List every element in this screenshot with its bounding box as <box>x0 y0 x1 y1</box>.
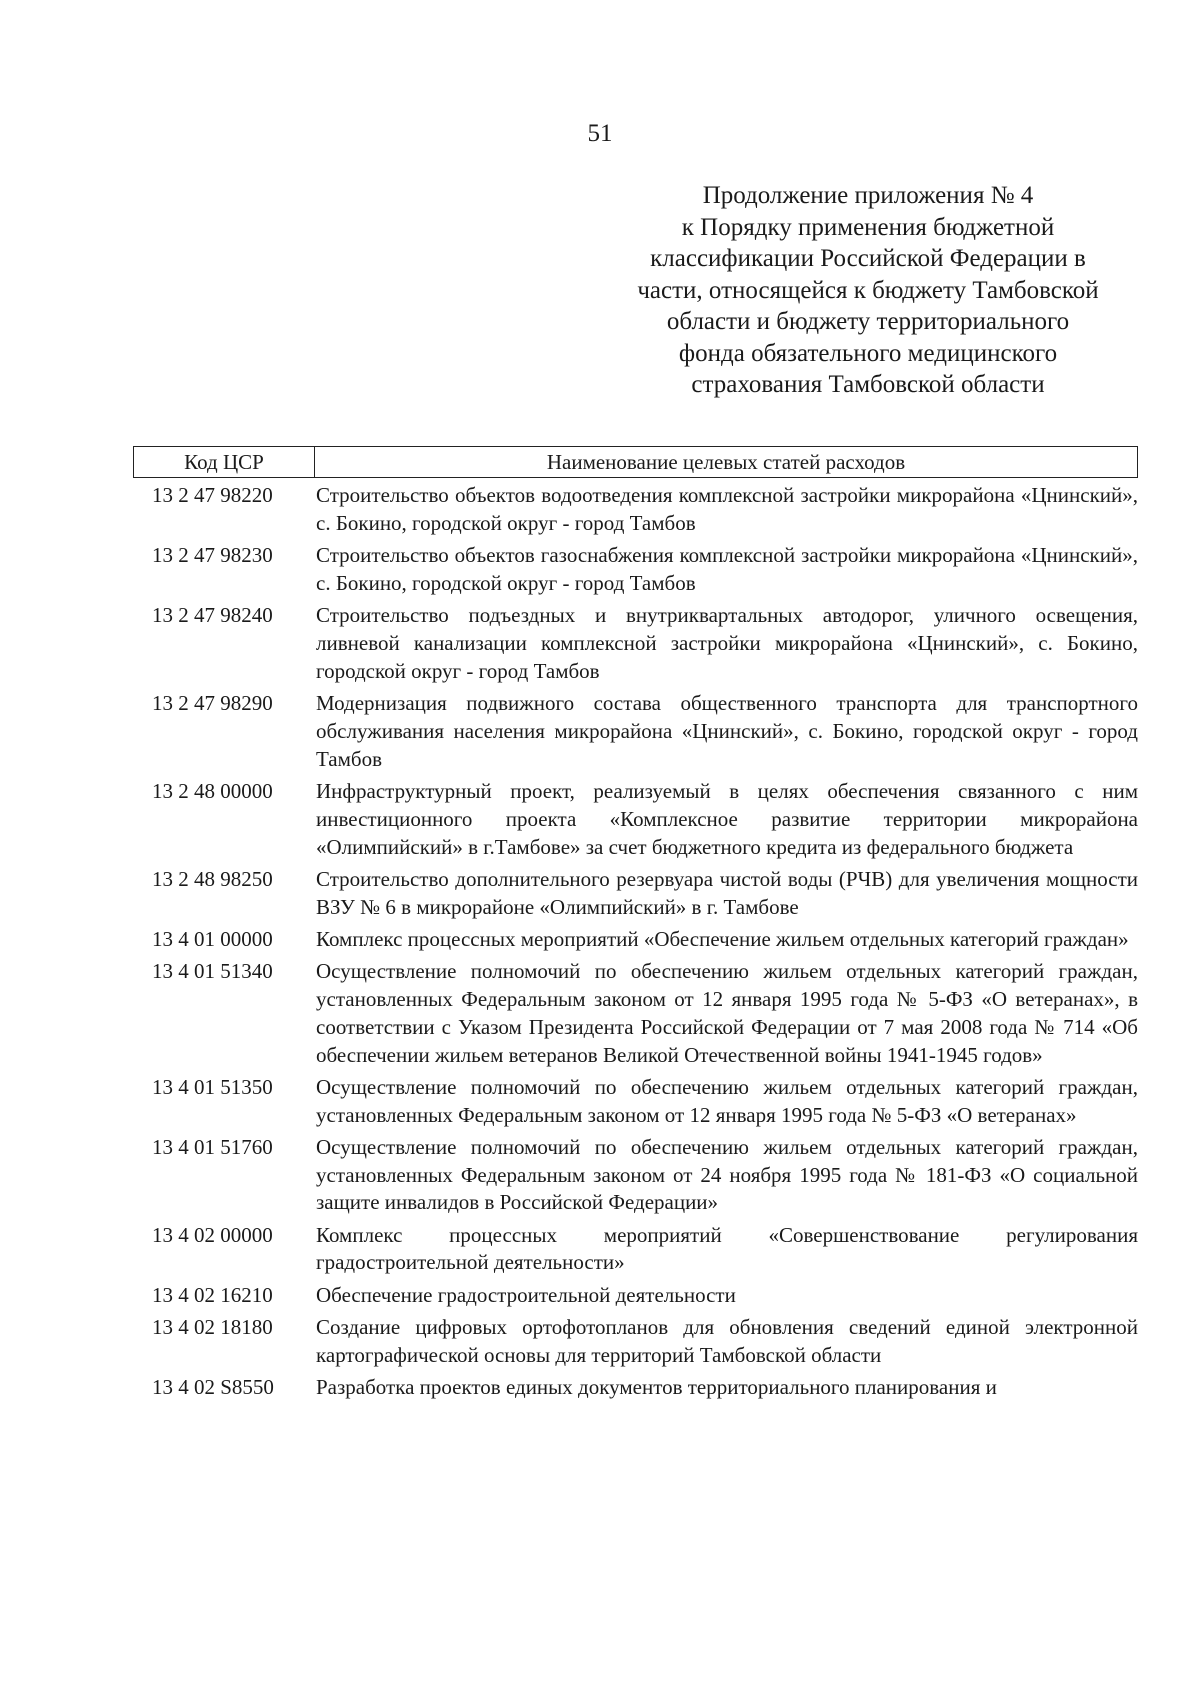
row-code: 13 4 02 00000 <box>152 1222 273 1247</box>
table-row <box>133 602 1138 686</box>
row-code: 13 2 48 00000 <box>152 778 273 803</box>
appendix-heading-line: части, относящейся к бюджету Тамбовской <box>637 276 1099 304</box>
row-code: 13 4 02 16210 <box>152 1282 273 1307</box>
table-row <box>133 1314 1138 1370</box>
row-name: Модернизация подвижного состава общественного транспорта для транспортного обслуживания населения микрорайона «Цнинский», с. Бокино, городской округ - город Тамбов <box>316 690 1138 771</box>
appendix-heading-line: классификации Российской Федерации в <box>650 245 1086 272</box>
row-name: Обеспечение градостроительной деятельности <box>316 1282 736 1307</box>
row-code: 13 2 47 98290 <box>152 690 273 715</box>
row-code: 13 2 48 98250 <box>152 866 273 891</box>
row-name: Осуществление полномочий по обеспечению жильем отдельных категорий граждан, установленных Федеральным законом от 24 ноября 1995 года № 181-ФЗ «О социальной защите инвалидов в Российской Федерации» <box>316 1134 1138 1215</box>
table-row <box>133 1222 1138 1278</box>
row-name: Осуществление полномочий по обеспечению жильем отдельных категорий граждан, установленных Федеральным законом от 12 января 1995 года № 5-ФЗ «О ветеранах», в соответствии с Указом Президента Российской Федерации от 7 мая 2008 года № 714 «Об обеспечении жильем ветеранов Великой Отечественной войны 1941-1945 годов» <box>316 958 1138 1067</box>
row-name: Создание цифровых ортофотопланов для обновления сведений единой электронной картографической основы для территорий Тамбовской области <box>316 1314 1138 1367</box>
table-row <box>133 1074 1138 1130</box>
appendix-heading-line: области и бюджету территориального <box>666 308 1070 335</box>
row-name: Строительство подъездных и внутриквартальных автодорог, уличного освещения, ливневой канализации комплексной застройки микрорайона «Цнинский», с. Бокино, городской округ - город Тамбов <box>316 603 1138 683</box>
page-number: 51 <box>587 120 613 147</box>
row-name: Комплекс процессных мероприятий «Обеспечение жильем отдельных категорий граждан» <box>316 926 1129 951</box>
row-code: 13 4 01 51340 <box>152 958 273 983</box>
appendix-heading-line: страхования Тамбовской области <box>691 371 1045 398</box>
row-code: 13 4 02 18180 <box>152 1314 273 1339</box>
table-row <box>133 778 1138 862</box>
table-row <box>133 1282 1138 1310</box>
column-header-name: Наименование целевых статей расходов <box>546 450 906 474</box>
row-code: 13 2 47 98230 <box>152 543 273 567</box>
appendix-heading <box>598 180 1138 401</box>
row-code: 13 4 02 S8550 <box>152 1374 274 1399</box>
table-header <box>133 446 1138 478</box>
table-row <box>133 482 1138 538</box>
table-body <box>133 482 1138 1406</box>
table-row <box>133 958 1138 1070</box>
table-row <box>133 542 1138 598</box>
appendix-heading-line: к Порядку применения бюджетной <box>681 213 1055 241</box>
row-code: 13 4 01 51760 <box>152 1134 273 1159</box>
row-name: Комплекс процессных мероприятий «Совершенствование регулирования градостроительной деятельности» <box>316 1222 1138 1275</box>
column-header-code: Код ЦСР <box>134 447 315 477</box>
appendix-heading-line: Продолжение приложения № 4 <box>702 182 1034 209</box>
row-name: Осуществление полномочий по обеспечению жильем отдельных категорий граждан, установленных Федеральным законом от 12 января 1995 года № 5-ФЗ «О ветеранах» <box>316 1074 1138 1127</box>
row-name: Строительство объектов газоснабжения комплексной застройки микрорайона «Цнинский», с. Бокино, городской округ - город Тамбов <box>316 543 1138 595</box>
row-name: Строительство объектов водоотведения комплексной застройки микрорайона «Цнинский», с. Бокино, городской округ - город Тамбов <box>316 483 1138 535</box>
row-name: Строительство дополнительного резервуара чистой воды (РЧВ) для увеличения мощности ВЗУ № 6 в микрорайоне «Олимпийский» в г. Тамбове <box>316 866 1138 919</box>
row-code: 13 4 01 51350 <box>152 1074 273 1099</box>
row-name: Инфраструктурный проект, реализуемый в целях обеспечения связанного с ним инвестиционного проекта «Комплексное развитие территории микрорайона «Олимпийский» в г.Тамбове» за счет бюджетного кредита из федерального бюджета <box>316 778 1138 859</box>
table-row <box>133 1374 1138 1402</box>
row-name: Разработка проектов единых документов территориального планирования и <box>316 1374 997 1399</box>
row-code: 13 2 47 98240 <box>152 603 273 627</box>
appendix-heading-line: фонда обязательного медицинского <box>678 339 1058 367</box>
table-row <box>133 1134 1138 1218</box>
table-row <box>133 866 1138 922</box>
row-code: 13 2 47 98220 <box>152 483 273 507</box>
row-code: 13 4 01 00000 <box>152 926 273 951</box>
table-row <box>133 690 1138 774</box>
table-row <box>133 926 1138 954</box>
